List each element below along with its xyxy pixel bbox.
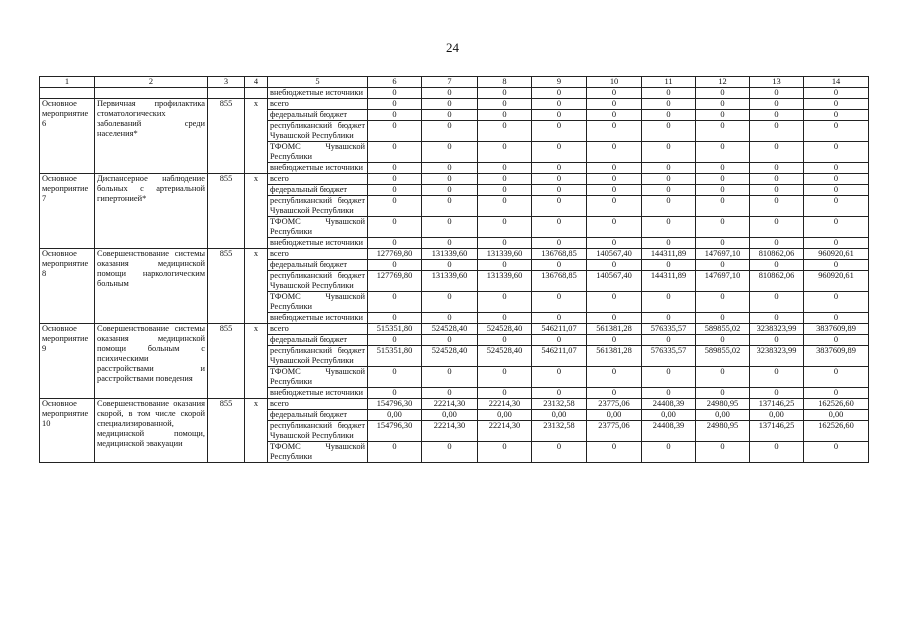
code-cell: 855 — [208, 399, 245, 463]
value-cell: 0 — [422, 238, 478, 249]
value-cell: 0 — [750, 260, 804, 271]
value-cell: 0 — [587, 217, 642, 238]
header-row — [40, 77, 869, 88]
value-cell: 23775,06 — [587, 421, 642, 442]
value-cell: 0 — [478, 99, 532, 110]
value-cell: 0 — [368, 442, 422, 463]
value-cell: 0 — [532, 121, 587, 142]
value-cell: 0 — [422, 292, 478, 313]
column-header: 3 — [208, 77, 245, 88]
value-cell: 524528,40 — [478, 324, 532, 335]
value-cell: 0 — [587, 260, 642, 271]
value-cell: 22214,30 — [422, 399, 478, 410]
value-cell: 0 — [804, 238, 869, 249]
value-cell: 131339,60 — [422, 249, 478, 260]
value-cell: 0 — [696, 99, 750, 110]
value-cell: 0 — [532, 174, 587, 185]
value-cell: 24980,95 — [696, 399, 750, 410]
value-cell: 546211,07 — [532, 324, 587, 335]
table-row — [40, 249, 869, 260]
value-cell: 0 — [642, 196, 696, 217]
column-header: 6 — [368, 77, 422, 88]
value-cell: 0 — [804, 313, 869, 324]
value-cell: 0 — [587, 174, 642, 185]
value-cell: 0 — [478, 238, 532, 249]
empty-cell — [95, 88, 208, 99]
code-cell: 855 — [208, 99, 245, 174]
source-cell: всего — [268, 324, 368, 335]
value-cell: 0 — [696, 367, 750, 388]
source-cell: федеральный бюджет — [268, 410, 368, 421]
source-cell: всего — [268, 174, 368, 185]
event-name-cell: Совершенствование оказания скорой, в том числе скорой специализированной, медицинской помощи, медицинской эвакуации — [95, 399, 208, 463]
value-cell: 0 — [642, 163, 696, 174]
value-cell: 0 — [750, 110, 804, 121]
source-cell: республиканский бюджет Чувашской Республики — [268, 421, 368, 442]
value-cell: 0,00 — [750, 410, 804, 421]
value-cell: 136768,85 — [532, 271, 587, 292]
value-cell: 23775,06 — [587, 399, 642, 410]
value-cell: 0 — [696, 174, 750, 185]
event-cell: Основное мероприятие 7 — [40, 174, 95, 249]
value-cell: 0 — [368, 88, 422, 99]
source-cell: федеральный бюджет — [268, 110, 368, 121]
value-cell: 0 — [642, 238, 696, 249]
value-cell: 0 — [478, 367, 532, 388]
value-cell: 0 — [804, 292, 869, 313]
value-cell: 0 — [478, 185, 532, 196]
value-cell: 0 — [750, 185, 804, 196]
value-cell: 0 — [368, 142, 422, 163]
source-cell: внебюджетные источники — [268, 163, 368, 174]
value-cell: 0 — [642, 260, 696, 271]
value-cell: 0 — [642, 335, 696, 346]
value-cell: 0,00 — [368, 410, 422, 421]
value-cell: 0 — [750, 442, 804, 463]
value-cell: 3238323,99 — [750, 324, 804, 335]
value-cell: 0 — [750, 388, 804, 399]
value-cell: 0 — [587, 335, 642, 346]
value-cell: 0 — [368, 121, 422, 142]
column-header: 1 — [40, 77, 95, 88]
empty-cell — [245, 88, 268, 99]
value-cell: 0 — [587, 185, 642, 196]
value-cell: 0 — [478, 121, 532, 142]
value-cell: 0 — [642, 442, 696, 463]
value-cell: 0 — [368, 217, 422, 238]
value-cell: 0 — [804, 260, 869, 271]
value-cell: 0 — [750, 174, 804, 185]
value-cell: 22214,30 — [478, 421, 532, 442]
value-cell: 0 — [478, 142, 532, 163]
value-cell: 0 — [532, 88, 587, 99]
value-cell: 0 — [478, 335, 532, 346]
column-header: 11 — [642, 77, 696, 88]
value-cell: 0 — [478, 388, 532, 399]
value-cell: 0 — [696, 121, 750, 142]
value-cell: 0 — [750, 367, 804, 388]
value-cell: 0 — [532, 217, 587, 238]
value-cell: 147697,10 — [696, 249, 750, 260]
table-row — [40, 99, 869, 110]
value-cell: 0 — [478, 217, 532, 238]
value-cell: 0 — [804, 388, 869, 399]
value-cell: 0 — [804, 163, 869, 174]
value-cell: 0 — [750, 292, 804, 313]
value-cell: 0 — [642, 313, 696, 324]
value-cell: 0 — [696, 196, 750, 217]
empty-cell — [40, 88, 95, 99]
value-cell: 0 — [750, 99, 804, 110]
value-cell: 0 — [750, 217, 804, 238]
value-cell: 127769,80 — [368, 249, 422, 260]
source-cell: внебюджетные источники — [268, 238, 368, 249]
column-header: 2 — [95, 77, 208, 88]
value-cell: 0 — [642, 121, 696, 142]
value-cell: 137146,25 — [750, 399, 804, 410]
source-cell: внебюджетные источники — [268, 88, 368, 99]
value-cell: 137146,25 — [750, 421, 804, 442]
value-cell: 0 — [642, 174, 696, 185]
value-cell: 136768,85 — [532, 249, 587, 260]
value-cell: 0 — [368, 388, 422, 399]
value-cell: 0 — [368, 367, 422, 388]
value-cell: 0 — [368, 196, 422, 217]
value-cell: 810862,06 — [750, 249, 804, 260]
value-cell: 0 — [642, 110, 696, 121]
code-cell: 855 — [208, 324, 245, 399]
value-cell: 0 — [804, 174, 869, 185]
value-cell: 0 — [532, 185, 587, 196]
table-row — [40, 399, 869, 410]
value-cell: 0 — [368, 110, 422, 121]
value-cell: 0 — [587, 238, 642, 249]
value-cell: 0 — [587, 110, 642, 121]
value-cell: 0 — [422, 99, 478, 110]
value-cell: 0 — [532, 142, 587, 163]
value-cell: 140567,40 — [587, 249, 642, 260]
value-cell: 0 — [422, 260, 478, 271]
value-cell: 524528,40 — [422, 346, 478, 367]
value-cell: 0 — [696, 260, 750, 271]
value-cell: 0 — [696, 442, 750, 463]
value-cell: 131339,60 — [478, 271, 532, 292]
value-cell: 524528,40 — [422, 324, 478, 335]
value-cell: 0 — [696, 88, 750, 99]
value-cell: 0 — [696, 238, 750, 249]
value-cell: 0 — [587, 313, 642, 324]
value-cell: 0 — [422, 121, 478, 142]
value-cell: 24980,95 — [696, 421, 750, 442]
value-cell: 0 — [587, 442, 642, 463]
source-cell: ТФОМС Чувашской Республики — [268, 367, 368, 388]
value-cell: 24408,39 — [642, 399, 696, 410]
funding-table — [39, 76, 869, 463]
value-cell: 0 — [422, 196, 478, 217]
value-cell: 0 — [750, 335, 804, 346]
column-header: 9 — [532, 77, 587, 88]
value-cell: 0 — [368, 163, 422, 174]
value-cell: 0 — [478, 174, 532, 185]
value-cell: 162526,60 — [804, 399, 869, 410]
table-row — [40, 324, 869, 335]
value-cell: 22214,30 — [478, 399, 532, 410]
value-cell: 0 — [532, 313, 587, 324]
source-cell: республиканский бюджет Чувашской Республики — [268, 271, 368, 292]
value-cell: 0,00 — [696, 410, 750, 421]
event-cell: Основное мероприятие 10 — [40, 399, 95, 463]
value-cell: 0 — [642, 185, 696, 196]
value-cell: 131339,60 — [478, 249, 532, 260]
value-cell: 0 — [422, 335, 478, 346]
value-cell: 576335,57 — [642, 324, 696, 335]
value-cell: 0 — [368, 99, 422, 110]
value-cell: 0 — [587, 196, 642, 217]
event-name-cell: Совершенствование системы оказания медицинской помощи наркологическим больным — [95, 249, 208, 324]
value-cell: 0 — [368, 238, 422, 249]
value-cell: 0 — [804, 217, 869, 238]
value-cell: 24408,39 — [642, 421, 696, 442]
value-cell: 0,00 — [642, 410, 696, 421]
value-cell: 0 — [532, 292, 587, 313]
value-cell: 144311,89 — [642, 249, 696, 260]
value-cell: 0 — [532, 335, 587, 346]
value-cell: 0 — [696, 335, 750, 346]
value-cell: 0 — [696, 110, 750, 121]
source-cell: ТФОМС Чувашской Республики — [268, 442, 368, 463]
value-cell: 0 — [750, 121, 804, 142]
value-cell: 0,00 — [804, 410, 869, 421]
event-cell: Основное мероприятие 6 — [40, 99, 95, 174]
value-cell: 0 — [696, 388, 750, 399]
value-cell: 0 — [422, 217, 478, 238]
value-cell: 0 — [532, 110, 587, 121]
value-cell: 0 — [532, 442, 587, 463]
value-cell: 3238323,99 — [750, 346, 804, 367]
value-cell: 960920,61 — [804, 249, 869, 260]
value-cell: 0 — [642, 217, 696, 238]
source-cell: внебюджетные источники — [268, 388, 368, 399]
value-cell: 127769,80 — [368, 271, 422, 292]
value-cell: 576335,57 — [642, 346, 696, 367]
value-cell: 515351,80 — [368, 346, 422, 367]
value-cell: 3837609,89 — [804, 346, 869, 367]
value-cell: 0 — [532, 99, 587, 110]
value-cell: 0 — [422, 88, 478, 99]
value-cell: 0 — [368, 292, 422, 313]
value-cell: 0 — [422, 174, 478, 185]
value-cell: 0 — [696, 292, 750, 313]
mark-cell: x — [245, 324, 268, 399]
value-cell: 0 — [532, 196, 587, 217]
mark-cell: x — [245, 99, 268, 174]
value-cell: 524528,40 — [478, 346, 532, 367]
source-cell: ТФОМС Чувашской Республики — [268, 217, 368, 238]
value-cell: 0,00 — [478, 410, 532, 421]
value-cell: 515351,80 — [368, 324, 422, 335]
value-cell: 0 — [804, 185, 869, 196]
value-cell: 23132,58 — [532, 399, 587, 410]
value-cell: 23132,58 — [532, 421, 587, 442]
source-cell: федеральный бюджет — [268, 335, 368, 346]
value-cell: 0 — [696, 217, 750, 238]
source-cell: всего — [268, 249, 368, 260]
column-header: 14 — [804, 77, 869, 88]
value-cell: 0 — [587, 388, 642, 399]
value-cell: 0 — [750, 238, 804, 249]
value-cell: 0 — [750, 88, 804, 99]
column-header: 13 — [750, 77, 804, 88]
value-cell: 0,00 — [532, 410, 587, 421]
code-cell: 855 — [208, 174, 245, 249]
value-cell: 0 — [642, 388, 696, 399]
source-cell: республиканский бюджет Чувашской Республики — [268, 196, 368, 217]
value-cell: 0 — [422, 185, 478, 196]
value-cell: 0 — [478, 313, 532, 324]
value-cell: 0 — [804, 442, 869, 463]
value-cell: 0 — [422, 110, 478, 121]
value-cell: 0 — [750, 313, 804, 324]
value-cell: 810862,06 — [750, 271, 804, 292]
source-cell: ТФОМС Чувашской Республики — [268, 292, 368, 313]
value-cell: 3837609,89 — [804, 324, 869, 335]
value-cell: 0 — [532, 388, 587, 399]
value-cell: 0 — [696, 142, 750, 163]
value-cell: 561381,28 — [587, 324, 642, 335]
value-cell: 0 — [532, 260, 587, 271]
value-cell: 0 — [587, 292, 642, 313]
value-cell: 0 — [642, 88, 696, 99]
value-cell: 0 — [804, 121, 869, 142]
value-cell: 0 — [532, 238, 587, 249]
value-cell: 0 — [642, 367, 696, 388]
event-name-cell: Совершенствование системы оказания медицинской помощи больным с психическими расстройствами и расстройствами поведения — [95, 324, 208, 399]
value-cell: 0 — [368, 260, 422, 271]
value-cell: 0 — [422, 142, 478, 163]
value-cell: 0 — [422, 313, 478, 324]
value-cell: 0 — [696, 163, 750, 174]
column-header: 7 — [422, 77, 478, 88]
value-cell: 0 — [422, 367, 478, 388]
event-cell: Основное мероприятие 9 — [40, 324, 95, 399]
value-cell: 0 — [422, 388, 478, 399]
value-cell: 0 — [696, 313, 750, 324]
value-cell: 0 — [422, 163, 478, 174]
column-header: 12 — [696, 77, 750, 88]
value-cell: 147697,10 — [696, 271, 750, 292]
source-cell: всего — [268, 399, 368, 410]
value-cell: 0 — [804, 110, 869, 121]
value-cell: 0 — [587, 163, 642, 174]
value-cell: 0 — [804, 367, 869, 388]
value-cell: 0,00 — [587, 410, 642, 421]
value-cell: 0 — [750, 142, 804, 163]
event-cell: Основное мероприятие 8 — [40, 249, 95, 324]
mark-cell: x — [245, 174, 268, 249]
source-cell: ТФОМС Чувашской Республики — [268, 142, 368, 163]
value-cell: 0 — [478, 163, 532, 174]
value-cell: 0 — [478, 442, 532, 463]
value-cell: 154796,30 — [368, 421, 422, 442]
value-cell: 140567,40 — [587, 271, 642, 292]
value-cell: 589855,02 — [696, 324, 750, 335]
value-cell: 546211,07 — [532, 346, 587, 367]
mark-cell: x — [245, 399, 268, 463]
value-cell: 131339,60 — [422, 271, 478, 292]
value-cell: 0 — [368, 313, 422, 324]
table-row — [40, 88, 869, 99]
value-cell: 561381,28 — [587, 346, 642, 367]
value-cell: 0 — [696, 185, 750, 196]
value-cell: 0,00 — [422, 410, 478, 421]
value-cell: 0 — [368, 185, 422, 196]
column-header: 4 — [245, 77, 268, 88]
value-cell: 0 — [532, 163, 587, 174]
value-cell: 0 — [368, 335, 422, 346]
source-cell: республиканский бюджет Чувашской Республики — [268, 121, 368, 142]
value-cell: 0 — [587, 88, 642, 99]
code-cell: 855 — [208, 249, 245, 324]
value-cell: 0 — [587, 142, 642, 163]
value-cell: 0 — [368, 174, 422, 185]
value-cell: 154796,30 — [368, 399, 422, 410]
value-cell: 0 — [642, 99, 696, 110]
value-cell: 0 — [642, 292, 696, 313]
value-cell: 0 — [587, 121, 642, 142]
value-cell: 960920,61 — [804, 271, 869, 292]
value-cell: 0 — [804, 88, 869, 99]
value-cell: 0 — [587, 99, 642, 110]
value-cell: 162526,60 — [804, 421, 869, 442]
value-cell: 0 — [804, 335, 869, 346]
value-cell: 0 — [642, 142, 696, 163]
column-header: 10 — [587, 77, 642, 88]
mark-cell: x — [245, 249, 268, 324]
value-cell: 144311,89 — [642, 271, 696, 292]
value-cell: 0 — [750, 196, 804, 217]
column-header: 8 — [478, 77, 532, 88]
value-cell: 0 — [804, 99, 869, 110]
page-number: 24 — [446, 40, 459, 55]
value-cell: 0 — [804, 142, 869, 163]
event-name-cell: Первичная профилактика стоматологических заболеваний среди населения* — [95, 99, 208, 174]
value-cell: 0 — [532, 367, 587, 388]
value-cell: 0 — [750, 163, 804, 174]
value-cell: 0 — [804, 196, 869, 217]
table-row — [40, 174, 869, 185]
value-cell: 0 — [478, 196, 532, 217]
source-cell: всего — [268, 99, 368, 110]
value-cell: 589855,02 — [696, 346, 750, 367]
event-name-cell: Диспансерное наблюдение больных с артериальной гипертонией* — [95, 174, 208, 249]
column-header: 5 — [268, 77, 368, 88]
source-cell: внебюджетные источники — [268, 313, 368, 324]
value-cell: 0 — [478, 292, 532, 313]
empty-cell — [208, 88, 245, 99]
source-cell: республиканский бюджет Чувашской Республики — [268, 346, 368, 367]
source-cell: федеральный бюджет — [268, 260, 368, 271]
value-cell: 0 — [478, 260, 532, 271]
source-cell: федеральный бюджет — [268, 185, 368, 196]
value-cell: 22214,30 — [422, 421, 478, 442]
value-cell: 0 — [587, 367, 642, 388]
value-cell: 0 — [422, 442, 478, 463]
value-cell: 0 — [478, 88, 532, 99]
value-cell: 0 — [478, 110, 532, 121]
